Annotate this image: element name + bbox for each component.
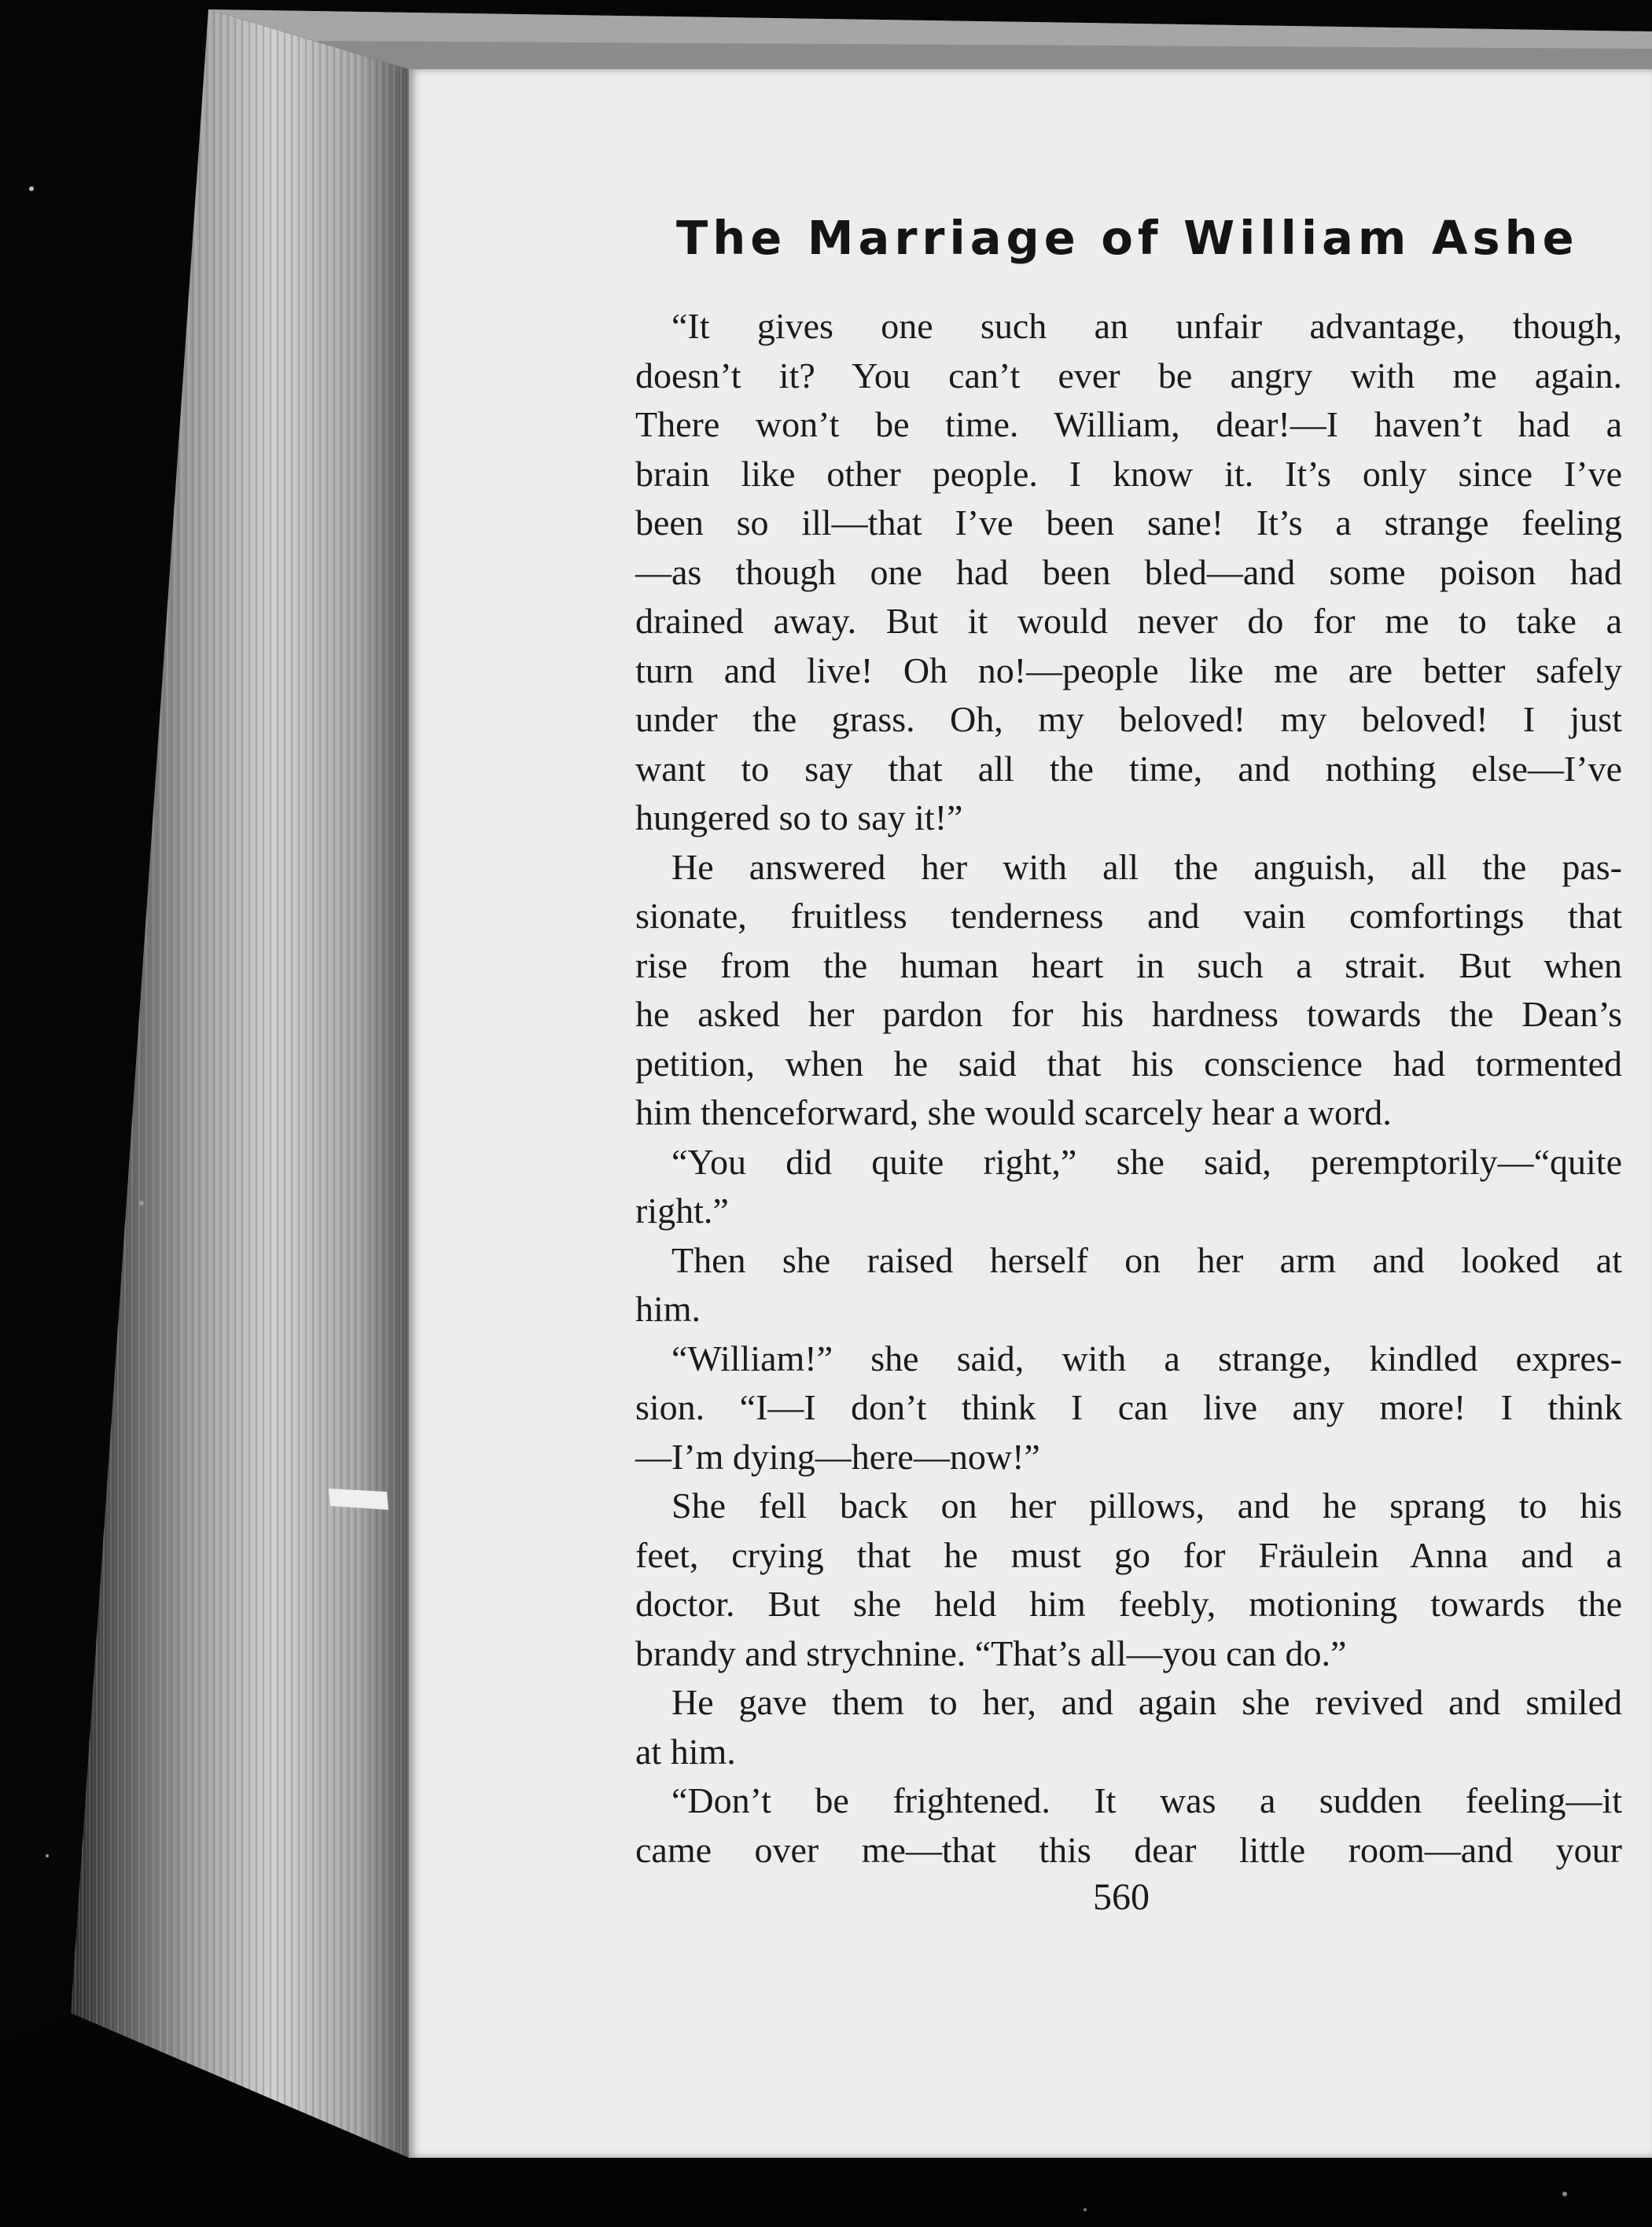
text-line: petition, when he said that his conscience had tormented <box>635 1043 1622 1084</box>
text-line: brain like other people. I know it. It’s only since I’ve <box>635 453 1622 494</box>
text-line: under the grass. Oh, my beloved! my beloved! I just <box>635 699 1622 739</box>
text-line: doctor. But she held him feebly, motioning towards the <box>635 1584 1622 1624</box>
text-line: —I’m dying—here—now!” <box>635 1436 1040 1477</box>
text-line: doesn’t it? You can’t ever be angry with me again. <box>635 355 1622 396</box>
text-line: want to say that all the time, and nothing else—I’ve <box>635 748 1622 789</box>
text-line: There won’t be time. William, dear!—I haven’t had a <box>635 404 1622 444</box>
text-line: brandy and strychnine. “That’s all—you can do.” <box>635 1633 1347 1673</box>
text-line: him thenceforward, she would scarcely hear a word. <box>635 1092 1392 1132</box>
page-number: 560 <box>1093 1876 1150 1918</box>
text-line: “It gives one such an unfair advantage, though, <box>671 306 1622 346</box>
text-line: feet, crying that he must go for Fräulein Anna and a <box>635 1534 1622 1575</box>
text-line: he asked her pardon for his hardness towards the Dean’s <box>635 994 1622 1034</box>
text-line: rise from the human heart in such a strait. But when <box>635 944 1622 985</box>
text-line: He answered her with all the anguish, all the pas- <box>671 846 1622 887</box>
text-line: “William!” she said, with a strange, kindled expres- <box>671 1338 1622 1379</box>
text-line: “Don’t be frightened. It was a sudden feeling—it <box>671 1780 1622 1820</box>
text-line: turn and live! Oh no!—people like me are better safely <box>635 650 1622 690</box>
text-line: sionate, fruitless tenderness and vain comfortings that <box>635 896 1622 936</box>
text-line: He gave them to her, and again she revived and smiled <box>671 1682 1622 1722</box>
body-text <box>635 302 1622 1875</box>
text-line: —as though one had been bled—and some poison had <box>635 551 1622 592</box>
running-head: The Marriage of William Ashe <box>676 211 1579 265</box>
text-line: sion. “I—I don’t think I can live any more! I think <box>635 1387 1622 1427</box>
text-line: drained away. But it would never do for me to take a <box>635 601 1622 641</box>
text-line: “You did quite right,” she said, peremptorily—“quite <box>671 1141 1622 1182</box>
text-line: came over me—that this dear little room—and your <box>635 1829 1622 1870</box>
text-line: been so ill—that I’ve been sane! It’s a strange feeling <box>635 502 1622 543</box>
text-line: hungered so to say it!” <box>635 797 963 837</box>
text-line: Then she raised herself on her arm and looked at <box>671 1239 1622 1280</box>
text-line: She fell back on her pillows, and he sprang to his <box>671 1485 1622 1526</box>
text-line: at him. <box>635 1731 736 1772</box>
text-line: him. <box>635 1289 701 1329</box>
text-line: right.” <box>635 1191 729 1231</box>
